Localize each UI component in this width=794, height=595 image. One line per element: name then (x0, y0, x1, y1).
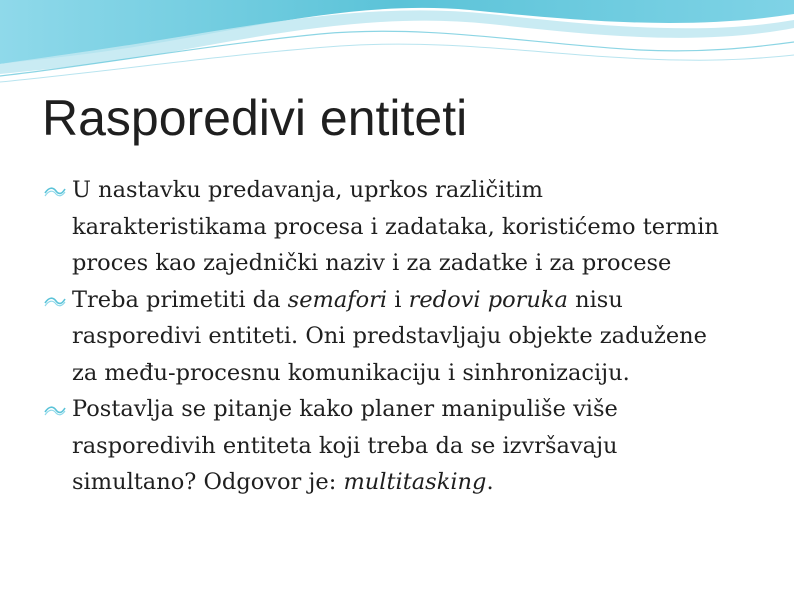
wave-bullet-icon (44, 172, 72, 209)
bullet-text: . (486, 469, 494, 495)
bullet-list (44, 172, 734, 501)
emphasis-text: redovi poruka (408, 286, 568, 313)
bullet-item (44, 391, 734, 501)
bullet-text: i (387, 286, 409, 313)
wave-bullet-icon (44, 282, 72, 319)
bullet-item (44, 172, 734, 282)
bullet-text: nisu rasporedivi entiteti. Oni predstavljaju objekte zadužene za među-procesnu komunikaciju i sinhronizaciju. (72, 286, 707, 386)
emphasis-text: multitasking (343, 469, 487, 495)
emphasis-text: semafori (287, 286, 388, 313)
bullet-text: U nastavku predavanja, uprkos različitim karakteristikama procesa i zadataka, koristićemo termin proces kao zajednički naziv i za zadatke i za procese (72, 177, 719, 276)
bullet-item (44, 282, 734, 392)
wave-bullet-icon (44, 391, 72, 428)
bullet-text: Postavlja se pitanje kako planer manipuliše više rasporedivih entiteta koji treba da se izvršavaju simultano? Odgovor je: (72, 396, 618, 495)
bullet-text: Treba primetiti da (72, 286, 288, 313)
slide-title: Rasporedivi entiteti (42, 90, 468, 146)
